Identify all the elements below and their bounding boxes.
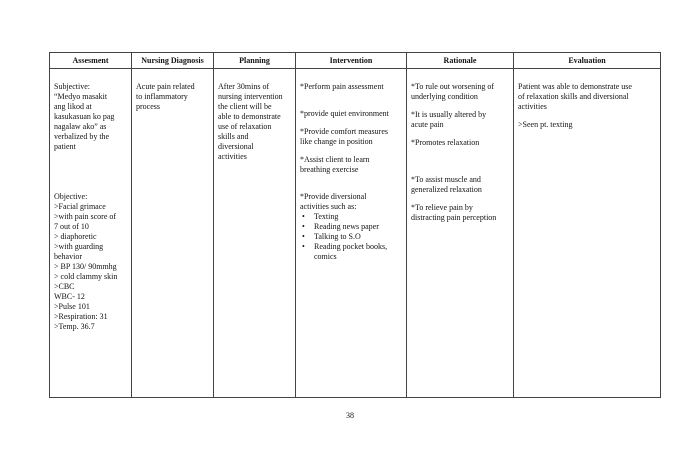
intervention-item: *Perform pain assessment bbox=[300, 82, 384, 91]
planning-text: After 30mins of nursing intervention the client will be able to demonstrate use of relaxation skills and diversional activities bbox=[218, 82, 283, 161]
header-rationale: Rationale bbox=[407, 53, 514, 69]
evaluation-text: Patient was able to demonstrate use of relaxation skills and diversional activities bbox=[518, 82, 632, 111]
rationale-item: *To relieve pain by distracting pain perception bbox=[411, 203, 497, 222]
planning-cell bbox=[214, 69, 296, 398]
diagnosis-cell bbox=[132, 69, 214, 398]
intervention-item: *provide quiet environment bbox=[300, 109, 389, 118]
header-row bbox=[50, 53, 661, 69]
intervention-cell bbox=[296, 69, 407, 398]
nursing-care-plan-table bbox=[49, 52, 661, 398]
assessment-cell bbox=[50, 69, 132, 398]
objective-data: Objective: >Facial grimace >with pain score of 7 out of 10 > diaphoretic >with guarding behavior > BP 130/ 90mmhg > cold clammy skin >CBC WBC- 12 >Pulse 101 >Respiration: 31 >Temp. 36.7 bbox=[54, 192, 118, 331]
rationale-item: *To rule out worsening of underlying condition bbox=[411, 82, 494, 101]
list-item: • Reading pocket books, comics bbox=[300, 242, 402, 262]
header-nursing-diagnosis: Nursing Diagnosis bbox=[132, 53, 214, 69]
list-item: • Talking to S.O bbox=[300, 232, 402, 242]
list-item: • Reading news paper bbox=[300, 222, 402, 232]
care-plan-row bbox=[50, 69, 661, 398]
intervention-item: *Provide diversional activities such as: bbox=[300, 192, 367, 211]
rationale-item: *To assist muscle and generalized relaxation bbox=[411, 175, 482, 194]
rationale-cell bbox=[407, 69, 514, 398]
evaluation-cell bbox=[514, 69, 661, 398]
header-evaluation: Evaluation bbox=[514, 53, 661, 69]
diversional-activities-list bbox=[300, 212, 402, 262]
page-number: 38 bbox=[346, 411, 354, 420]
header-planning: Planning bbox=[214, 53, 296, 69]
header-intervention: Intervention bbox=[296, 53, 407, 69]
list-item: • Texting bbox=[300, 212, 402, 222]
rationale-item: *It is usually altered by acute pain bbox=[411, 110, 487, 129]
rationale-item: *Promotes relaxation bbox=[411, 138, 480, 147]
subjective-data: Subjective: “Medyo masakit ang likod at kasukasuan ko pag nagalaw ako” as verbalized by the patient bbox=[54, 82, 115, 151]
intervention-item: *Assist client to learn breathing exercise bbox=[300, 155, 370, 174]
intervention-item: *Provide comfort measures like change in position bbox=[300, 127, 388, 146]
evaluation-observation: >Seen pt. texting bbox=[518, 120, 573, 129]
nursing-diagnosis-text: Acute pain related to inflammatory process bbox=[136, 82, 195, 111]
header-assessment: Assesment bbox=[50, 53, 132, 69]
